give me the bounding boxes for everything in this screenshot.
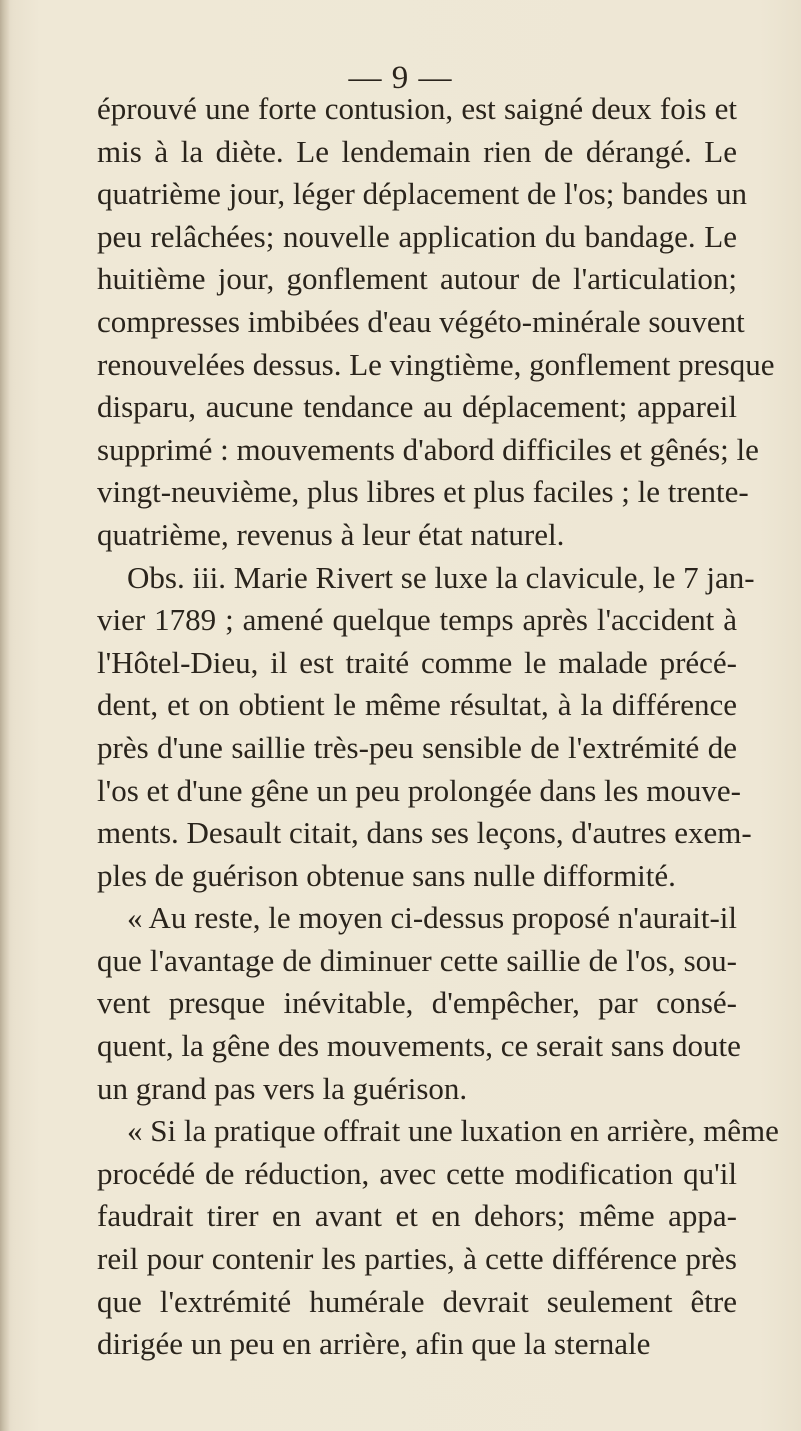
text-line: renouvelées dessus. Le vingtième, gonflement presque — [97, 346, 775, 382]
text-line: mis à la diète. Le lendemain rien de dérangé. Le — [97, 133, 737, 169]
text-line: supprimé : mouvements d'abord difficiles et gênés; le — [97, 431, 759, 467]
text-line: procédé de réduction, avec cette modification qu'il — [97, 1155, 737, 1191]
text-line: quatrième jour, léger déplacement de l'os; bandes un — [97, 176, 747, 212]
text-line: disparu, aucune tendance au déplacement; appareil — [97, 389, 737, 425]
text-line: dent, et on obtient le même résultat, à la différence — [97, 687, 737, 723]
text-line: « Au reste, le moyen ci-dessus proposé n'aurait-il — [127, 900, 737, 936]
text-line: ments. Desault citait, dans ses leçons, d'autres exem- — [97, 815, 752, 851]
text-line: que l'avantage de diminuer cette saillie de l'os, sou- — [97, 942, 737, 978]
text-line: que l'extrémité humérale devrait seulement être — [97, 1283, 737, 1319]
text-line: vingt-neuvième, plus libres et plus faciles ; le trente- — [97, 474, 749, 510]
body-text — [97, 88, 779, 1366]
text-line: Obs. iii. Marie Rivert se luxe la clavicule, le 7 jan- — [127, 559, 755, 595]
text-line: un grand pas vers la guérison. — [97, 1070, 468, 1106]
text-line: ples de guérison obtenue sans nulle difformité. — [97, 857, 676, 893]
text-line: peu relâchées; nouvelle application du bandage. Le — [97, 218, 737, 254]
page-number: — 9 — — [348, 60, 453, 96]
page-gutter-shadow — [0, 0, 10, 1431]
text-line: vent presque inévitable, d'empêcher, par consé- — [97, 985, 737, 1021]
text-line: huitième jour, gonflement autour de l'articulation; — [97, 261, 737, 297]
text-line: compresses imbibées d'eau végéto-minérale souvent — [97, 303, 745, 339]
text-line: près d'une saillie très-peu sensible de l'extrémité de — [97, 729, 737, 765]
text-line: « Si la pratique offrait une luxation en arrière, même — [127, 1113, 779, 1149]
text-line: dirigée un peu en arrière, afin que la sternale — [97, 1326, 651, 1362]
text-line: reil pour contenir les parties, à cette différence près — [97, 1241, 737, 1277]
text-line: quent, la gêne des mouvements, ce serait sans doute — [97, 1028, 741, 1064]
text-line: quatrième, revenus à leur état naturel. — [97, 516, 565, 552]
text-line: vier 1789 ; amené quelque temps après l'accident à — [97, 602, 737, 638]
text-line: l'Hôtel-Dieu, il est traité comme le malade précé- — [97, 644, 737, 680]
text-line: faudrait tirer en avant et en dehors; même appa- — [97, 1198, 737, 1234]
text-line: l'os et d'une gêne un peu prolongée dans les mouve- — [97, 772, 741, 808]
text-line: éprouvé une forte contusion, est saigné deux fois et — [97, 91, 737, 126]
